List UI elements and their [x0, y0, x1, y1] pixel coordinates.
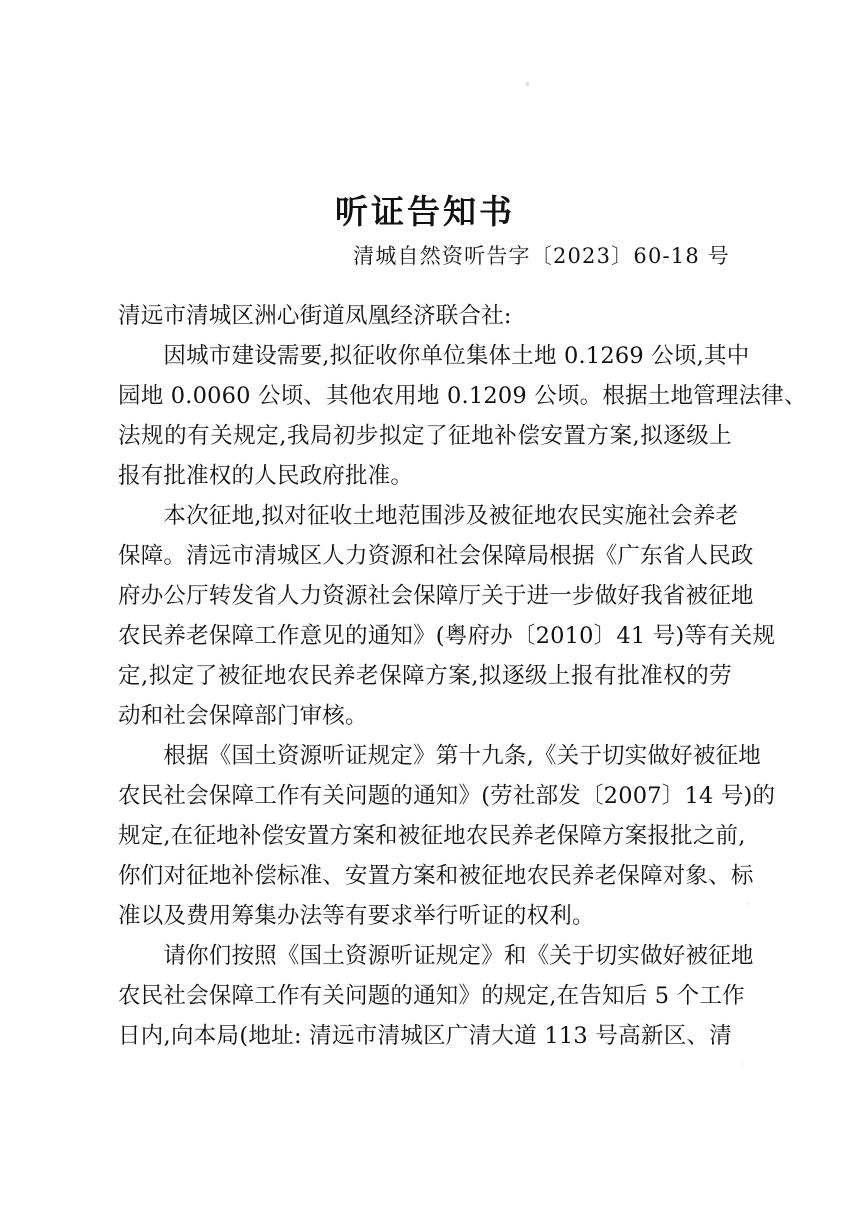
body-line: 日内,向本局(地址: 清远市清城区广清大道 113 号高新区、清 — [118, 1023, 732, 1049]
document-number: 清城自然资听告字〔2023〕60-18 号 — [353, 244, 730, 268]
document-body — [118, 296, 807, 1056]
body-line: 规定,在征地补偿安置方案和被征地农民养老保障方案报批之前, — [118, 823, 746, 849]
page-title: 听证告知书 — [335, 192, 515, 232]
body-line: 农民社会保障工作有关问题的通知》(劳社部发〔2007〕14 号)的 — [118, 783, 776, 809]
scan-speck-icon — [741, 1063, 743, 1065]
body-line: 园地 0.0060 公顷、其他农用地 0.1209 公顷。根据土地管理法律、 — [118, 383, 807, 409]
body-line: 动和社会保障部门审核。 — [118, 703, 368, 729]
body-line: 清远市清城区洲心街道凤凰经济联合社: — [118, 303, 512, 329]
scan-speck-icon — [526, 82, 529, 86]
body-line: 农民社会保障工作有关问题的通知》的规定,在告知后 5 个工作 — [118, 983, 745, 1009]
body-line: 请你们按照《国土资源听证规定》和《关于切实做好被征地 — [118, 943, 754, 969]
body-line: 本次征地,拟对征收土地范围涉及被征地农民实施社会养老 — [118, 503, 739, 529]
body-line: 根据《国土资源听证规定》第十九条,《关于切实做好被征地 — [118, 743, 761, 769]
body-line: 法规的有关规定,我局初步拟定了征地补偿安置方案,拟逐级上 — [118, 423, 732, 449]
body-line: 准以及费用筹集办法等有要求举行听证的权利。 — [118, 903, 595, 929]
scan-speck-icon — [747, 902, 749, 905]
body-line: 府办公厅转发省人力资源社会保障厅关于进一步做好我省被征地 — [118, 583, 754, 609]
body-line: 报有批准权的人民政府批准。 — [118, 463, 414, 489]
body-line: 保障。清远市清城区人力资源和社会保障局根据《广东省人民政 — [118, 543, 754, 569]
body-line: 你们对征地补偿标准、安置方案和被征地农民养老保障对象、标 — [118, 863, 754, 889]
body-line: 农民养老保障工作意见的通知》(粤府办〔2010〕41 号)等有关规 — [118, 623, 776, 649]
body-line: 定,拟定了被征地农民养老保障方案,拟逐级上报有批准权的劳 — [118, 663, 732, 689]
body-line: 因城市建设需要,拟征收你单位集体土地 0.1269 公顷,其中 — [118, 343, 750, 369]
